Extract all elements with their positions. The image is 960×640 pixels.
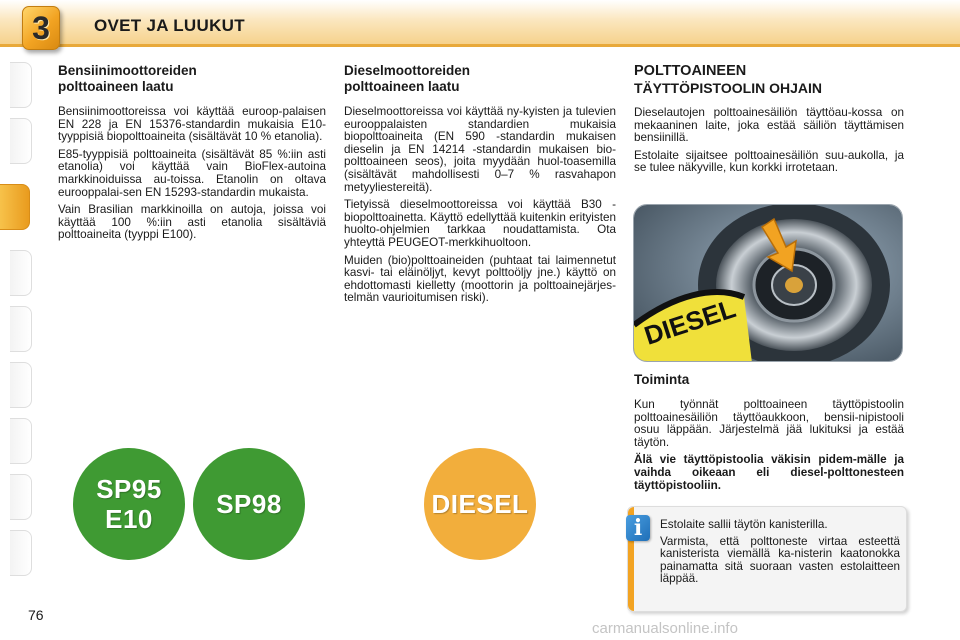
- paragraph: Varmista, että polttoneste virtaa esteettä kanisterista viemällä ka-nisterin kaatonokka painamatta sitä suoraan vasten estolaitteen läppää.: [660, 534, 900, 586]
- chapter-number: 3: [32, 9, 50, 46]
- heading-line: POLTTOAINEEN: [634, 63, 747, 79]
- function-section: [634, 372, 904, 492]
- badge-text: SP95: [96, 474, 162, 504]
- heading-line: Bensiinimoottoreiden: [58, 63, 197, 78]
- paragraph: E85-tyyppisiä polttoaineita (sisältävät 85 %:iin asti etanolia) voi käyttää vain BioFlex-autoina markkinoiduissa au-toissa. Etanolin on oltava eurooppalai-sen EN 15293-standardin mukaista.: [58, 147, 326, 199]
- paragraph: Kun työnnät polttoaineen täyttöpistoolin polttoainesäiliön täyttöaukkoon, bensii-nipistooli osuu läppään. Järjestelmä jää lukituksi ja estää täytön.: [634, 398, 904, 449]
- paragraph: Dieselautojen polttoainesäiliön täyttöau-kossa on mekaaninen laite, joka estää säiliön täyttämisen bensiinillä.: [634, 106, 904, 145]
- side-tab-5[interactable]: [10, 306, 32, 352]
- side-tab-4[interactable]: [10, 250, 32, 296]
- section-heading: [634, 63, 904, 97]
- header-divider: [0, 44, 960, 47]
- paragraph: Estolaite sallii täytön kanisterilla.: [660, 518, 828, 531]
- info-icon: i: [626, 515, 650, 541]
- info-text: [660, 519, 900, 586]
- side-tab-6[interactable]: [10, 362, 32, 408]
- petrol-fuel-quality-section: [58, 63, 326, 242]
- chapter-title: OVET JA LUUKUT: [94, 16, 245, 35]
- badge-text: DIESEL: [431, 489, 529, 519]
- badge-text: SP98: [216, 489, 282, 519]
- side-tab-9[interactable]: [10, 530, 32, 576]
- diesel-label: DIESEL: [640, 293, 740, 351]
- diesel-fuel-quality-section: [344, 63, 616, 305]
- paragraph: Vain Brasilian markkinoilla on autoja, joissa voi käyttää 100 %:iin asti etanolia sisältäviä polttoaineita (tyyppi E100).: [58, 203, 326, 242]
- fuel-filler-illustration: [634, 205, 903, 362]
- warning-paragraph: Älä vie täyttöpistoolia väkisin pidem-mälle ja vaihda oikeaan eli diesel-polttonesteen täyttöpistooliin.: [634, 453, 904, 492]
- side-tab-3-active[interactable]: [0, 184, 30, 230]
- side-tab-2[interactable]: [10, 118, 32, 164]
- watermark[interactable]: carmanualsonline.info: [592, 620, 738, 637]
- heading-line: polttoaineen laatu: [344, 79, 460, 94]
- heading-line: polttoaineen laatu: [58, 79, 174, 94]
- sp95-e10-badge: [73, 448, 185, 560]
- side-tab-8[interactable]: [10, 474, 32, 520]
- chapter-side-tabs: [0, 62, 30, 582]
- chapter-badge: [22, 6, 60, 50]
- paragraph: Muiden (bio)polttoaineiden (puhtaat tai laimennetut kasvi- tai eläinöljyt, kevyt polttoöljy jne.) käyttö on ehdottomasti kielletty (moottorin ja polttoainejärjes-telmän vaurioitumisen riski).: [344, 253, 616, 305]
- badge-text: E10: [105, 504, 153, 534]
- misfuel-prevention-section: [634, 63, 904, 175]
- side-tab-1[interactable]: [10, 62, 32, 108]
- paragraph: Dieselmoottoreissa voi käyttää ny-kyisten ja tulevien eurooppalaisten standardien mukaisia biopolttoaineita (EN 590 -standardin mukaisen dieselin ja EN 14214 -standardin mukaisen bio-polttoaineen seos), joita myydään huol-toasemilla (sisältävät mahdollisesti 0–7 % rasvahapon metyyliestereitä).: [344, 105, 616, 194]
- diesel-badge: [424, 448, 536, 560]
- function-heading: Toiminta: [634, 372, 690, 387]
- info-note-box: [627, 506, 907, 612]
- heading-line: TÄYTTÖPISTOOLIN OHJAIN: [634, 80, 822, 96]
- paragraph: Bensiinimoottoreissa voi käyttää euroop-palaisen EN 228 ja EN 15376-standardin mukaisia E10-tyyppisiä biopolttoaineita (sisältävät 10 % etanolia).: [58, 105, 326, 144]
- page-number: 76: [28, 607, 44, 623]
- page-header: [0, 0, 960, 56]
- section-heading: [58, 63, 326, 95]
- paragraph: Tietyissä dieselmoottoreissa voi käyttää B30 -biopolttoainetta. Käyttö edellyttää kuitenkin erityisten huolto-ohjelmien tarkkaa noudattamista. Ota yhteyttä PEUGEOT-merkkihuoltoon.: [344, 198, 616, 249]
- section-heading: [344, 63, 616, 95]
- fuel-filler-photo: [633, 204, 903, 362]
- paragraph: Estolaite sijaitsee polttoainesäiliön suu-aukolla, ja se tulee näkyville, kun korkki irrotetaan.: [634, 148, 904, 175]
- side-tab-7[interactable]: [10, 418, 32, 464]
- sp98-badge: [193, 448, 305, 560]
- heading-line: Dieselmoottoreiden: [344, 63, 471, 78]
